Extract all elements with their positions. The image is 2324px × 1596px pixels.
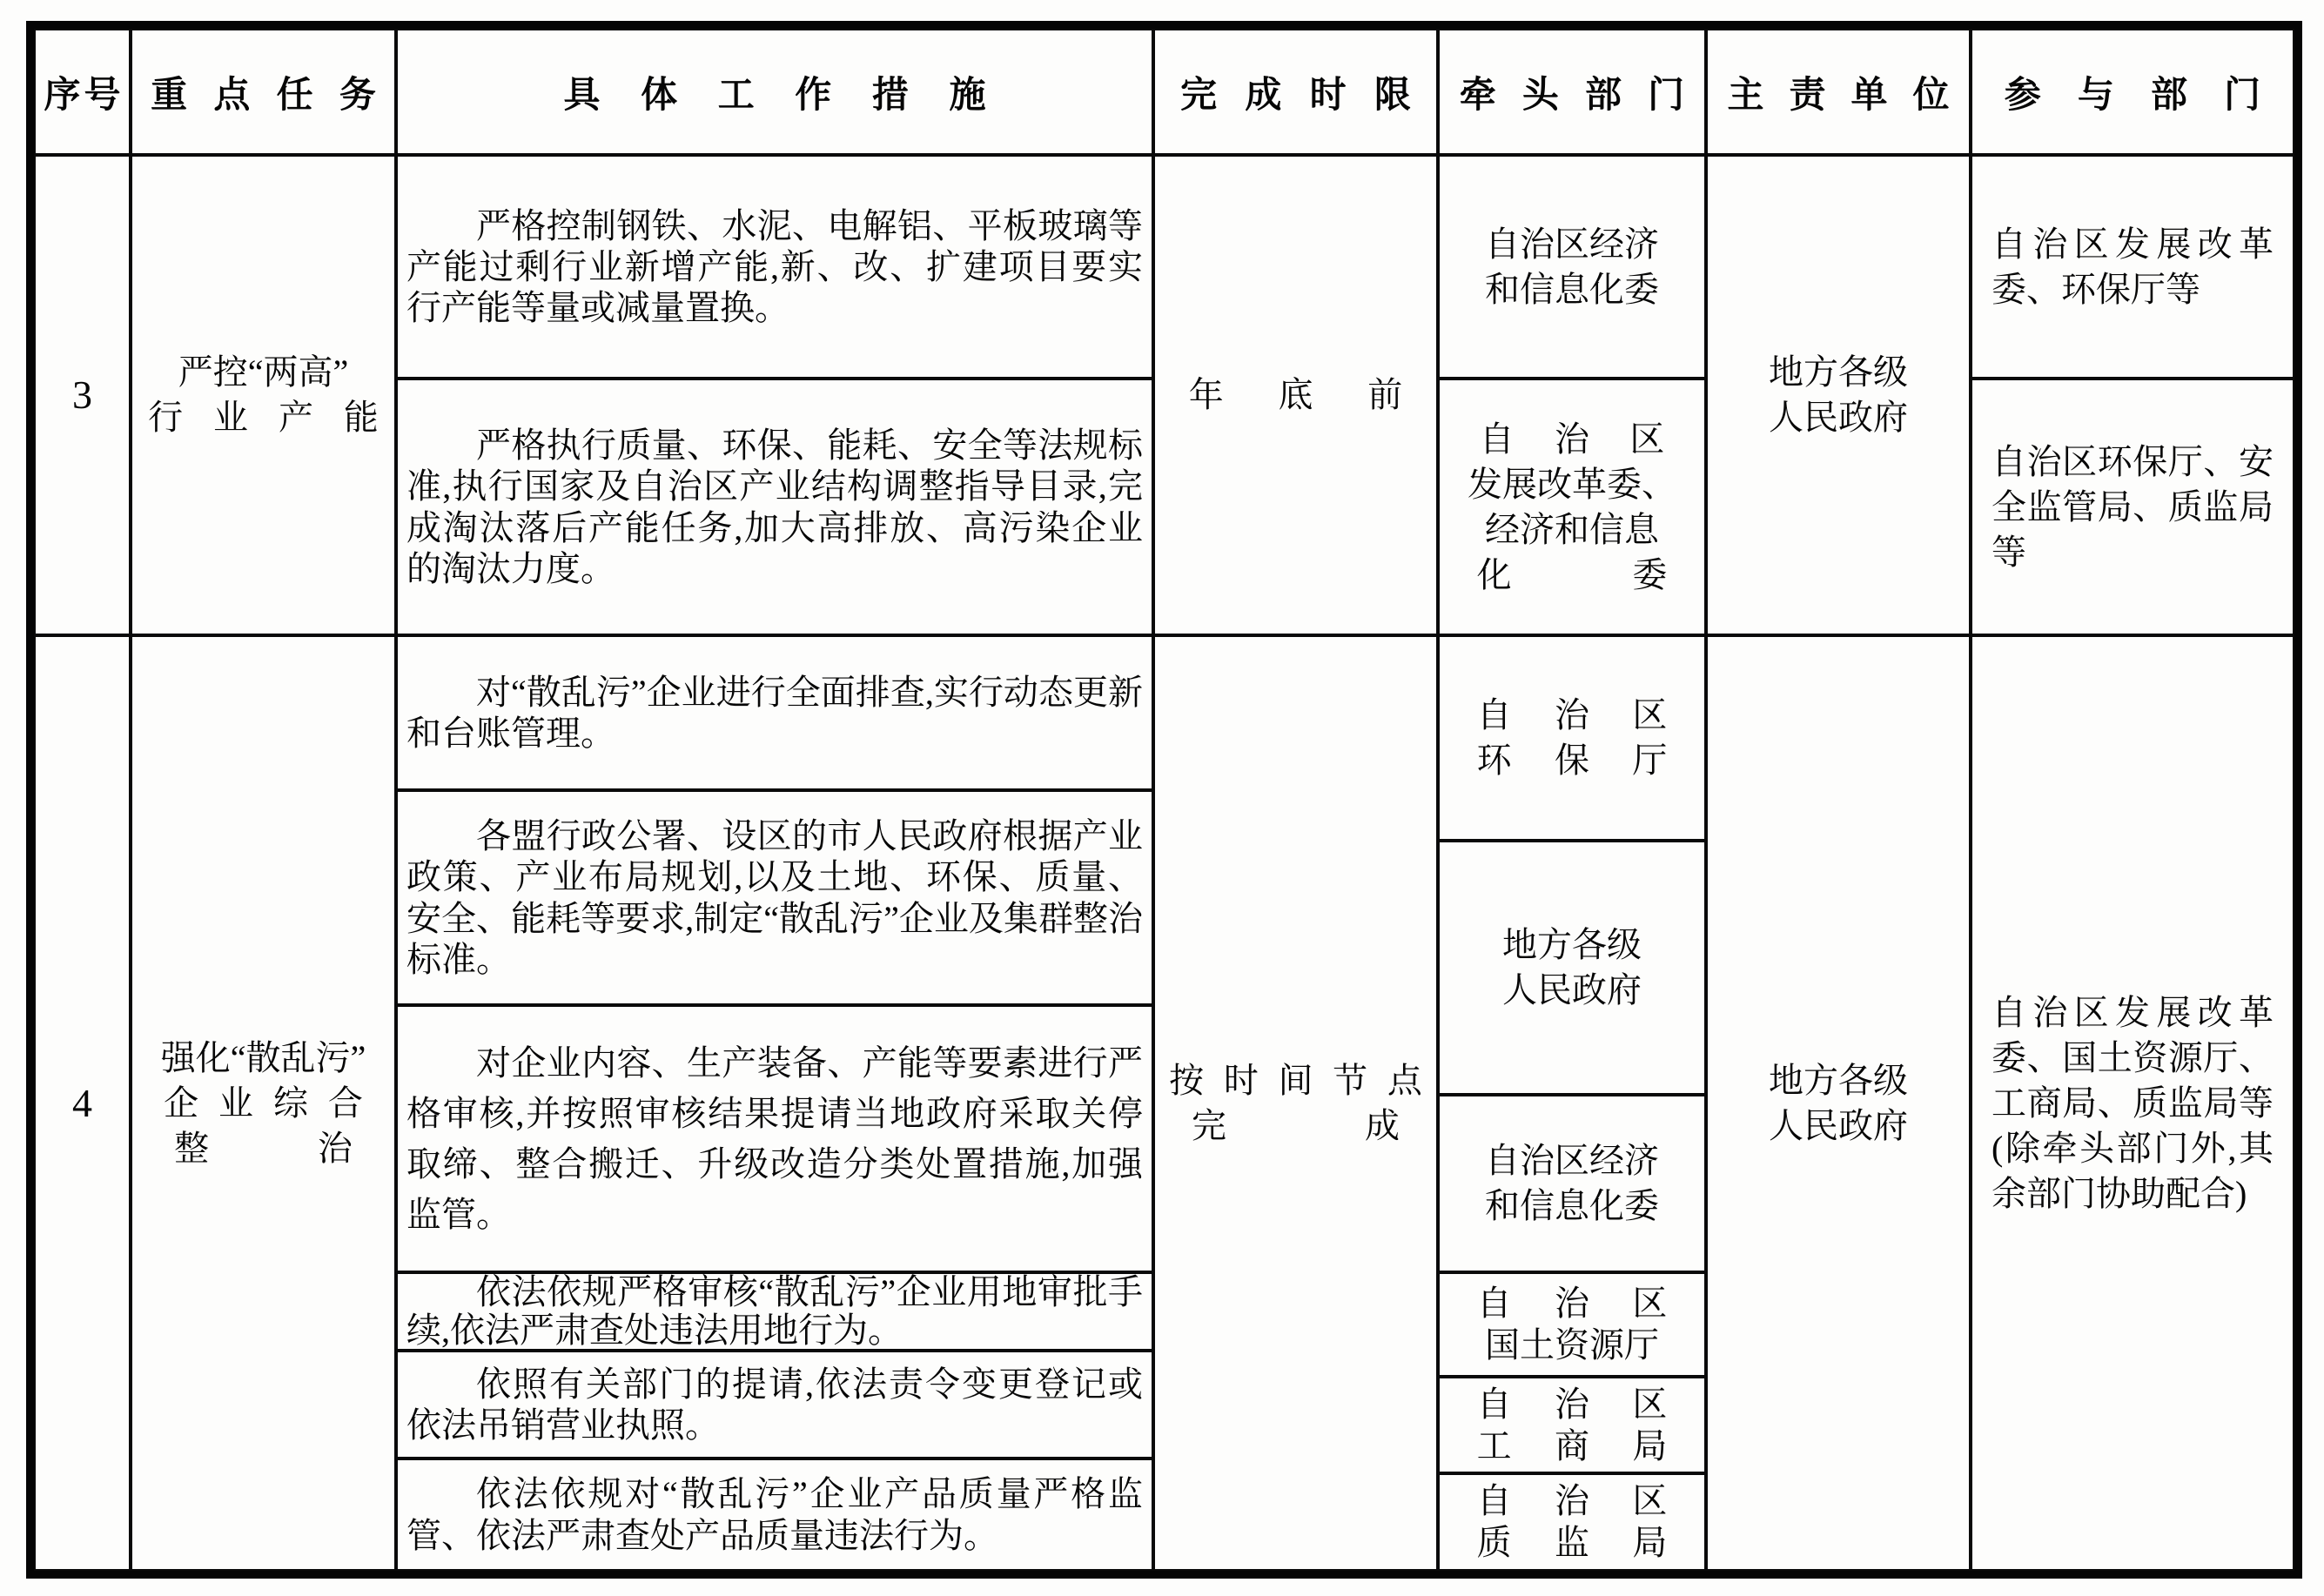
row3-task-line: 严控“两高”	[178, 352, 349, 392]
row4-measure-cell-6	[396, 1459, 1153, 1571]
row4-lead-3-line: 和信息化委	[1485, 1186, 1659, 1225]
header-deadline-label: 完成时限	[1180, 75, 1411, 116]
row3-lead-cell-1	[1438, 155, 1706, 379]
row4-no: 4	[72, 1080, 92, 1125]
header-measures	[396, 29, 1153, 155]
header-lead-label: 牵头部门	[1459, 75, 1685, 116]
row4-deadline-line: 完成	[1191, 1105, 1400, 1145]
row3-task-cell	[131, 155, 396, 635]
row4-participants: 自治区发展改革委、国土资源厅、工商局、质监局等(除牵头部门外,其余部门协助配合)	[1992, 992, 2274, 1213]
row4-measure-cell-3	[396, 1005, 1153, 1272]
row3-responsible-line: 地方各级	[1769, 352, 1908, 392]
row4-measure-2: 各盟行政公署、设区的市人民政府根据产业政策、产业布局规划,以及土地、环保、质量、安全、能耗等要求,制定“散乱污”企业及集群整治标准。	[406, 816, 1143, 979]
header-lead	[1438, 29, 1706, 155]
header-task-label: 重点任务	[151, 75, 376, 116]
task-table	[26, 21, 2302, 1579]
row4-lead-5-line: 自治区	[1476, 1384, 1668, 1424]
row4-measure-cell-4	[396, 1272, 1153, 1351]
row3-lead-2-line: 经济和信息	[1485, 509, 1659, 549]
row4-measure-cell-5	[396, 1351, 1153, 1459]
header-responsible	[1706, 29, 1971, 155]
row3-responsible-cell	[1706, 155, 1971, 635]
row4-lead-1-line: 环保厅	[1476, 741, 1668, 780]
row4-lead-2-line: 地方各级	[1502, 925, 1642, 964]
row3-participants-2: 自治区环保厅、安全监管局、质监局等	[1992, 441, 2274, 572]
header-measures-label: 具体工作措施	[563, 75, 986, 116]
row3-task-line: 行业产能	[148, 398, 379, 437]
row4-lead-4-line: 国土资源厅	[1485, 1325, 1659, 1365]
row3-measure-1: 严格控制钢铁、水泥、电解铝、平板玻璃等产能过剩行业新增产能,新、改、扩建项目要实行产能等量或减量置换。	[406, 205, 1143, 328]
row3-lead-2-line: 化委	[1476, 554, 1668, 594]
row4-lead-cell-4	[1438, 1272, 1706, 1377]
row3-no: 3	[72, 372, 92, 418]
row4-lead-2-line: 人民政府	[1502, 970, 1642, 1009]
row4-task-line: 强化“散乱污”	[160, 1037, 366, 1077]
row3-measure-cell-2	[396, 379, 1153, 635]
row3-no-cell	[34, 155, 131, 635]
row4-lead-1-line: 自治区	[1476, 695, 1668, 734]
row4-lead-cell-6	[1438, 1473, 1706, 1571]
row4-measure-4: 依法依规严格审核“散乱污”企业用地审批手续,依法严肃查处违法用地行为。	[406, 1272, 1143, 1350]
row3-lead-cell-2	[1438, 379, 1706, 635]
row4-measure-3: 对企业内容、生产装备、产能等要素进行严格审核,并按照审核结果提请当地政府采取关停取缔、整合搬迁、升级改造分类处置措施,加强监管。	[406, 1043, 1143, 1234]
header-no	[34, 29, 131, 155]
header-deadline	[1153, 29, 1438, 155]
row3-lead-2-line: 自治区	[1479, 419, 1665, 459]
row3-measure-cell-1	[396, 155, 1153, 379]
header-no-label: 序号	[44, 75, 121, 116]
header-participants-label: 参与部门	[2004, 75, 2261, 116]
row3-lead-1-line: 和信息化委	[1485, 269, 1659, 309]
row4-responsible-line: 人民政府	[1769, 1105, 1908, 1145]
row3-participants-1: 自治区发展改革委、环保厅等	[1992, 224, 2274, 309]
row4-deadline-cell	[1153, 635, 1438, 1571]
header-task	[131, 29, 396, 155]
row4-measure-5: 依照有关部门的提请,依法责令变更登记或依法吊销营业执照。	[406, 1364, 1143, 1445]
row4-lead-5-line: 工商局	[1476, 1425, 1668, 1465]
row4-lead-cell-3	[1438, 1095, 1706, 1272]
row4-lead-6-line: 质监局	[1476, 1523, 1668, 1562]
row4-task-cell	[131, 635, 396, 1571]
row4-responsible-line: 地方各级	[1769, 1060, 1908, 1100]
row4-lead-6-line: 自治区	[1476, 1481, 1668, 1520]
row4-participants-cell	[1971, 635, 2294, 1571]
row4-lead-cell-2	[1438, 841, 1706, 1095]
row3-lead-2-line: 发展改革委、	[1468, 464, 1676, 504]
row4-deadline-line: 按时间节点	[1169, 1060, 1422, 1100]
row3-participants-cell-2	[1971, 379, 2294, 635]
row3-deadline-cell	[1153, 155, 1438, 635]
header-participants	[1971, 29, 2294, 155]
row4-lead-cell-5	[1438, 1377, 1706, 1473]
row4-responsible-cell	[1706, 635, 1971, 1571]
row4-measure-1: 对“散乱污”企业进行全面排查,实行动态更新和台账管理。	[406, 672, 1143, 753]
row3-participants-cell-1	[1971, 155, 2294, 379]
row4-no-cell	[34, 635, 131, 1571]
row4-lead-4-line: 自治区	[1476, 1284, 1668, 1323]
row4-task-line: 企业综合	[164, 1083, 363, 1123]
row4-measure-cell-2	[396, 790, 1153, 1005]
row4-measure-6: 依法依规对“散乱污”企业产品质量严格监管、依法严肃查处产品质量违法行为。	[406, 1474, 1143, 1555]
row4-task-line: 整治	[174, 1128, 353, 1168]
header-responsible-label: 主责单位	[1727, 75, 1950, 116]
row3-deadline: 年底前	[1188, 375, 1403, 414]
row4-measure-cell-1	[396, 635, 1153, 790]
row3-lead-1-line: 自治区经济	[1485, 224, 1659, 264]
row4-lead-3-line: 自治区经济	[1485, 1141, 1659, 1180]
row4-lead-cell-1	[1438, 635, 1706, 841]
row3-measure-2: 严格执行质量、环保、能耗、安全等法规标准,执行国家及自治区产业结构调整指导目录,完成淘汰落后产能任务,加大高排放、高污染企业的淘汰力度。	[406, 426, 1143, 588]
row3-responsible-line: 人民政府	[1769, 398, 1908, 437]
